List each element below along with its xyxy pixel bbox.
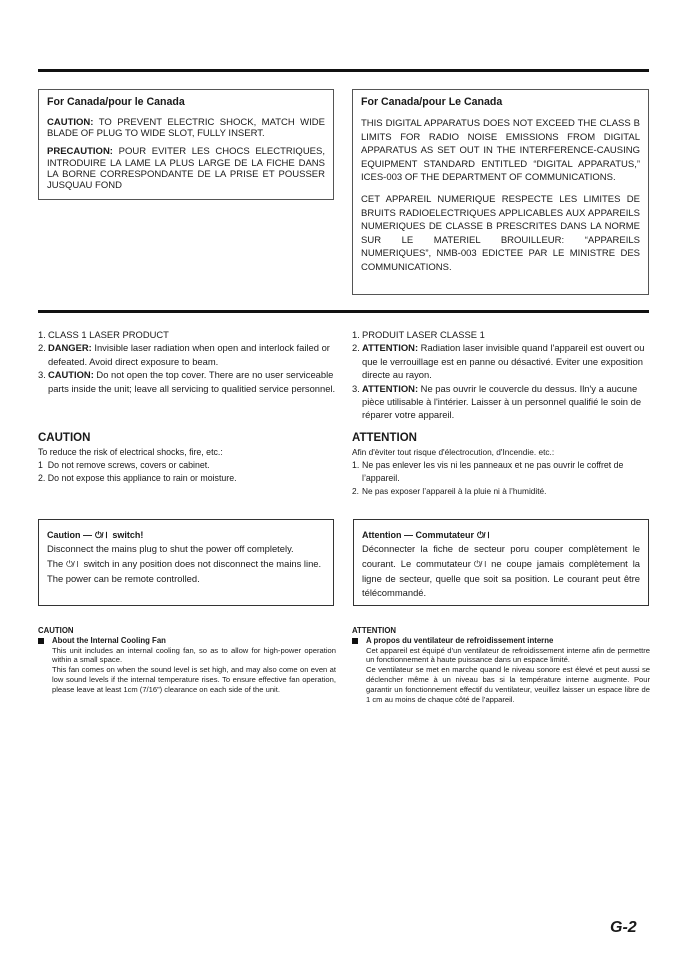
item-text: Ne pas enlever les vis ni les panneaux et ne pas ouvrir le coffret de l’appareil.: [362, 460, 624, 483]
item-number: 1.: [352, 460, 360, 470]
paragraph: Ce ventilateur se met en marche quand le niveau sonore est élevé et peut aussi se déclencher même à un niveau bas si la température interne augmente. Pour garantir un fonctionnement effectif du ventilateur, veuillez laisser un espace libre de 1 cm au moins de chaque côté de l’appareil.: [366, 665, 650, 704]
precaution-paragraph: [47, 146, 325, 191]
middle-rule: [38, 310, 649, 313]
list-item: [38, 459, 338, 472]
subheading-text: A propos du ventilateur de refroidissement interne: [366, 635, 554, 645]
item-text: Do not expose this appliance to rain or moisture.: [47, 473, 237, 483]
list-item: [352, 485, 648, 498]
bullet-square-icon: [38, 638, 44, 644]
switch-line-1: Disconnect the mains plug to shut the power off completely.: [47, 543, 294, 554]
caution-paragraph: [47, 117, 325, 139]
page-number: G-2: [610, 919, 637, 936]
subheading-text: About the Internal Cooling Fan: [52, 635, 166, 645]
caution-label: CAUTION:: [47, 117, 94, 128]
section-heading: CAUTION: [38, 432, 91, 444]
section-heading: ATTENTION: [352, 432, 417, 444]
section-intro: Afin d'èviter tout risque d'électrocution, d'Incendie. etc.:: [352, 447, 555, 457]
title-text: Attention — Commutateur: [362, 530, 474, 540]
item-number: 3.: [38, 369, 46, 381]
cooling-fan-french: [352, 626, 650, 704]
text: The: [47, 557, 64, 569]
list-item: [38, 472, 338, 485]
list-item: [38, 368, 338, 395]
list-item: [38, 341, 338, 368]
power-standby-icon: ⏻/⏽: [477, 530, 492, 540]
item-text: Invisible laser radiation when open and interlock failed or defeated. Avoid direct exposure to beam.: [48, 342, 330, 367]
item-number: 2.: [38, 473, 46, 483]
item-label: DANGER:: [48, 342, 92, 354]
paragraph: This unit includes an internal cooling fan, so as to allow for high-power operation within a small space.: [52, 645, 336, 665]
list-item: [352, 382, 648, 422]
list-item: [352, 459, 648, 485]
item-text: Do not remove screws, covers or cabinet.: [47, 460, 210, 470]
laser-notice-english: [38, 328, 338, 395]
power-standby-icon: ⏻/⏽: [66, 558, 81, 569]
item-text: PRODUIT LASER CLASSE 1: [362, 329, 485, 340]
section-intro: To reduce the risk of electrical shocks, fire, etc.:: [38, 447, 223, 457]
paragraph: Cet appareil est équipé d’un ventilateur de refroidissement interne afin de permettre un fonctionnement à haute puissance dans un espace limité.: [366, 645, 650, 665]
section-heading: CAUTION: [38, 626, 74, 635]
box-title: [362, 529, 640, 542]
power-switch-attention-box: [353, 519, 649, 606]
text: ne coupe jamais complètement la ligne de secteur, quelle que soit sa position. Le courant peut être télécommandé.: [362, 557, 640, 599]
item-number: 2.: [352, 342, 360, 354]
box-title: For Canada/pour le Canada: [47, 96, 185, 108]
box-title: For Canada/pour Le Canada: [361, 96, 503, 108]
item-text: CLASS 1 LASER PRODUCT: [48, 329, 169, 340]
item-label: ATTENTION:: [362, 342, 419, 354]
item-label: ATTENTION:: [362, 382, 419, 394]
item-number: 1: [38, 460, 43, 470]
item-text: Radiation laser invisible quand l'appareil est ouvert ou que le verrouillage est en panne ou désactivé. Eviter une exposition directe au rayon.: [362, 342, 645, 381]
paragraph: This fan comes on when the sound level is set high, and may also come on even at low sound levels if the internal temperature rises. To ensure effective fan operation, please leave at least 1cm (7/16”) clearance on each side of the unit.: [52, 665, 336, 694]
title-text: Caution —: [47, 530, 92, 540]
switch-text: [362, 542, 640, 601]
text: switch in any position does not disconnect the mains line. The power can be remote controlled.: [47, 557, 322, 584]
subheading: [352, 636, 650, 646]
precaution-label: PRECAUTION:: [47, 146, 113, 158]
item-label: CAUTION:: [48, 369, 94, 381]
precaution-text: POUR EVITER LES CHOCS ELECTRIQUES, INTRODUIRE LA LAME LA PLUS LARGE DE LA FICHE DANS LA BORNE CORRESPONDANTE DE LA PRISE ET POUSSER JUSQUAU FOND: [47, 146, 325, 192]
subheading: [38, 636, 336, 646]
caution-section-english: [38, 432, 338, 485]
caution-text: TO PREVENT ELECTRIC SHOCK, MATCH WIDE BLADE OF PLUG TO WIDE SLOT, FULLY INSERT.: [47, 117, 325, 140]
item-number: 2.: [38, 342, 46, 354]
laser-notice-french: [352, 328, 648, 422]
bullet-square-icon: [352, 638, 358, 644]
cooling-fan-english: [38, 626, 336, 695]
power-standby-icon: ⏻/⏽: [473, 558, 489, 569]
title-text: switch!: [112, 530, 144, 540]
caution-section-french: [352, 432, 648, 498]
list-item: [352, 341, 648, 381]
item-text: Do not open the top cover. There are no user serviceable parts inside the unit; leave all servicing to qualitied service personnel.: [48, 369, 336, 394]
list-item: [38, 328, 338, 341]
list-item: [352, 328, 648, 341]
power-standby-icon: ⏻/⏽: [95, 530, 110, 540]
french-notice: CET APPAREIL NUMERIQUE RESPECTE LES LIMITES DE BRUITS RADIOELECTRIQUES APPLICABLES AUX APPAREILS NUMERIQUES DE CLASSE B PRESCRITES DANS LA NORME SUR LE MATERIEL BROUILLEUR: “APPAREILS NUMERIQUES”, NMB-003 EDICTEE PAR LE MINISTRE DES COMMUNICATIONS.: [361, 193, 640, 273]
item-number: 1.: [352, 329, 360, 340]
section-heading: ATTENTION: [352, 626, 397, 635]
item-text: Ne pas exposer l’appareil à la pluie ni à l’humidité.: [362, 486, 547, 496]
item-number: 2.: [352, 486, 359, 496]
english-notice: THIS DIGITAL APPARATUS DOES NOT EXCEED THE CLASS B LIMITS FOR RADIO NOISE EMISSIONS FROM DIGITAL APPARATUS AS SET OUT IN THE INTERFERENCE-CAUSING EQUIPMENT STANDARD ENTITLED “DIGITAL APPARATUS,” ICES-003 OF THE DEPARTMENT OF COMMUNICATIONS.: [361, 118, 640, 184]
top-rule: [38, 69, 649, 72]
canada-digital-apparatus-box: [352, 89, 649, 295]
item-number: 3.: [352, 382, 360, 394]
canada-plug-box: [38, 89, 334, 200]
item-number: 1.: [38, 329, 46, 340]
text: Déconnecter la fiche de secteur poru couper complètement le courant. Le commutateur: [362, 543, 640, 569]
item-text: Ne pas ouvrir le couvercle du dessus. Iln'y a aucune pièce utilisable à l'intérier. Laisser à un personnel qualifié le soin de réparer votre appareil.: [362, 382, 642, 421]
box-title: [47, 529, 325, 542]
power-switch-caution-box: [38, 519, 334, 606]
switch-line-2: [47, 557, 325, 587]
